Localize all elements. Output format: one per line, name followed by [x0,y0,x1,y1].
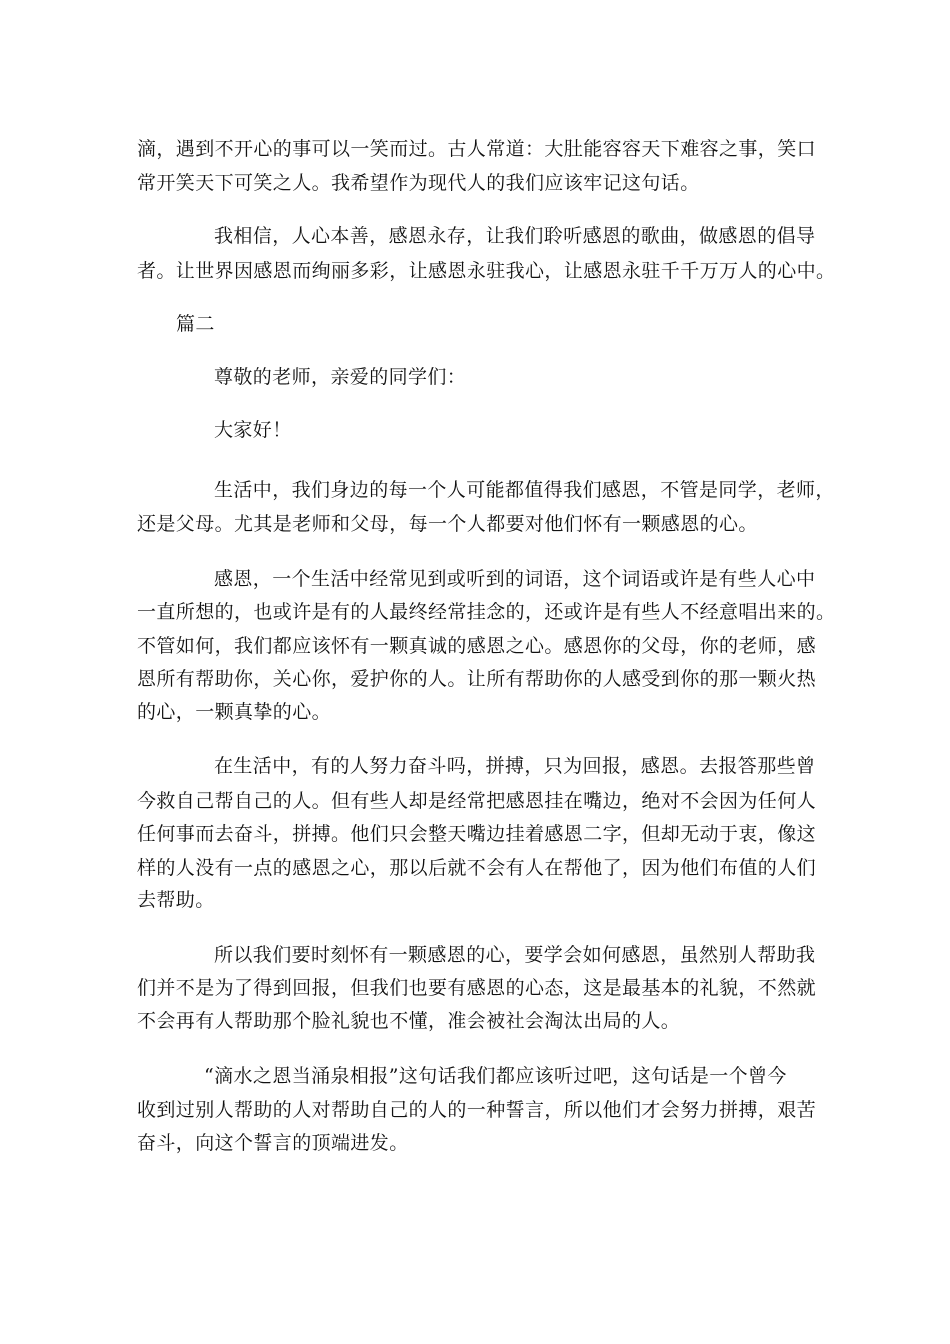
text-line: 今救自己帮自己的人。但有些人却是经常把感恩挂在嘴边，绝对不会因为任何人 [137,790,817,812]
greeting: 大家好！ [214,419,292,441]
text-line: “滴水之恩当涌泉相报”这句话我们都应该听过吧，这句话是一个曾今 [204,1065,787,1087]
text-line: 者。让世界因感恩而绚丽多彩，让感恩永驻我心，让感恩永驻千千万万人的心中。 [137,260,836,282]
text-line: 任何事而去奋斗，拼搏。他们只会整天嘴边挂着感恩二字，但却无动于衷，像这 [137,823,817,845]
text-line: 奋斗，向这个誓言的顶端进发。 [137,1132,409,1154]
text-line: 在生活中，有的人努力奋斗吗，拼搏，只为回报，感恩。去报答那些曾 [214,755,816,777]
text-line: 感恩，一个生活中经常见到或听到的词语，这个词语或许是有些人心中 [214,568,816,590]
salutation: 尊敬的老师，亲爱的同学们： [214,366,467,388]
text-line: 的心，一颗真挚的心。 [137,701,332,723]
text-line: 恩所有帮助你，关心你，爱护你的人。让所有帮助你的人感受到你的那一颗火热 [137,668,817,690]
text-line: 一直所想的，也或许是有的人最终经常挂念的，还或许是有些人不经意唱出来的。 [137,601,836,623]
text-line: 所以我们要时刻怀有一颗感恩的心，要学会如何感恩，虽然别人帮助我 [214,944,816,966]
text-line: 们并不是为了得到回报，但我们也要有感恩的心态，这是最基本的礼貌，不然就 [137,977,817,999]
text-line: 还是父母。尤其是老师和父母，每一个人都要对他们怀有一颗感恩的心。 [137,513,758,535]
text-line: 不管如何，我们都应该怀有一颗真诚的感恩之心。感恩你的父母，你的老师，感 [137,635,817,657]
text-line: 常开笑天下可笑之人。我希望作为现代人的我们应该牢记这句话。 [137,172,700,194]
text-line: 我相信，人心本善，感恩永存，让我们聆听感恩的歌曲，做感恩的倡导 [214,225,816,247]
section-heading: 篇二 [176,313,215,335]
text-line: 生活中，我们身边的每一个人可能都值得我们感恩，不管是同学，老师， [214,479,835,501]
text-line: 收到过别人帮助的人对帮助自己的人的一种誓言，所以他们才会努力拼搏，艰苦 [137,1099,817,1121]
text-line: 不会再有人帮助那个脸礼貌也不懂，准会被社会淘汰出局的人。 [137,1010,681,1032]
text-line: 样的人没有一点的感恩之心，那以后就不会有人在帮他了，因为他们布值的人们 [137,857,817,879]
text-line: 滴，遇到不开心的事可以一笑而过。古人常道：大肚能容容天下难容之事，笑口 [137,138,817,160]
text-line: 去帮助。 [137,889,215,911]
